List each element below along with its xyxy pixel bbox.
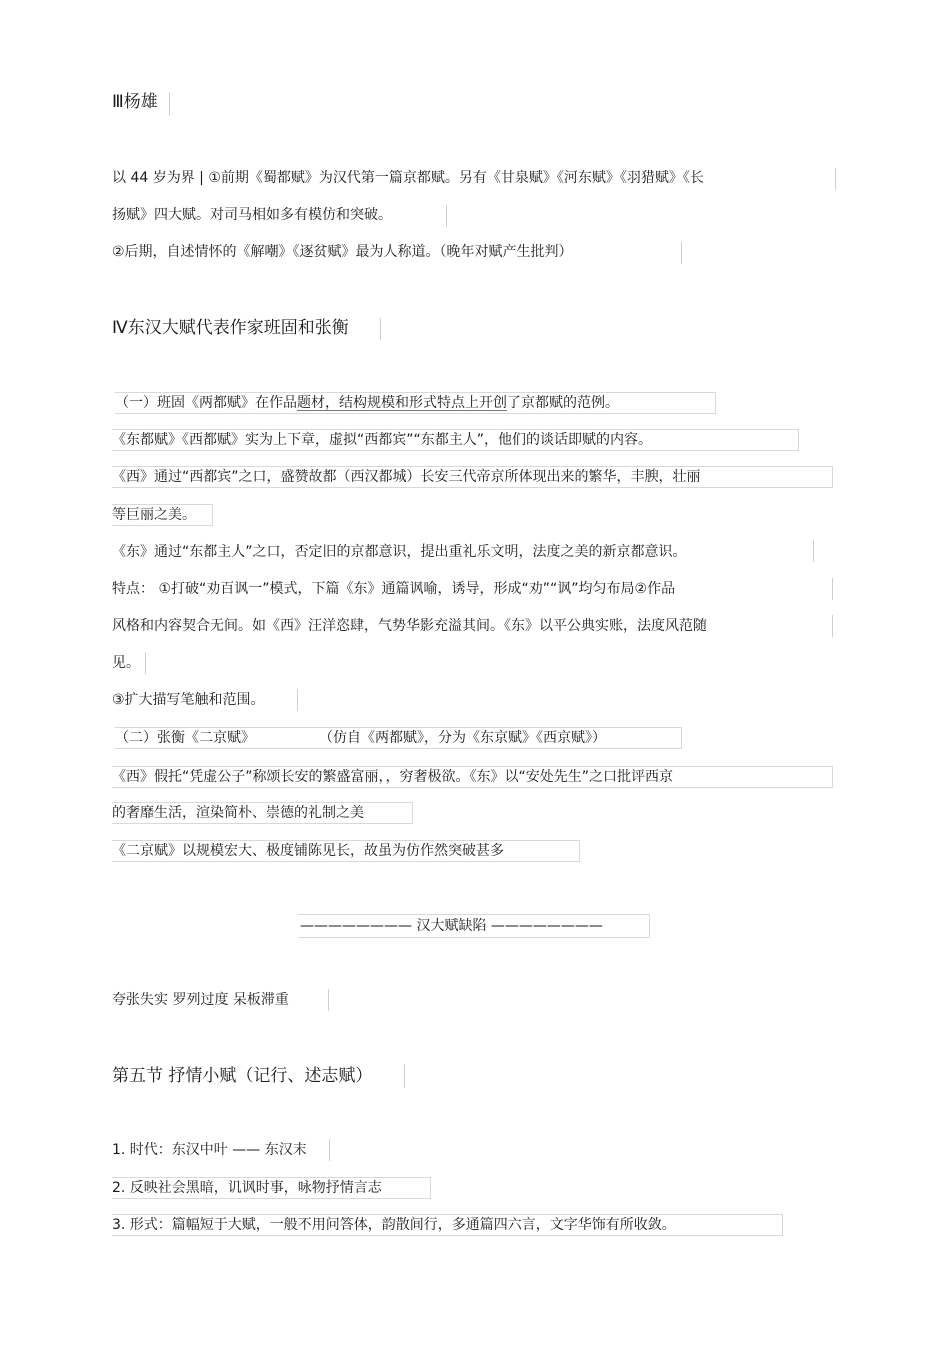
paragraph-line [115, 393, 619, 413]
list-item: 3. 形式：篇幅短于大赋，一般不用问答体，韵散间行，多通篇四六言，文字华饰有所收敛。 [112, 1217, 676, 1233]
paragraph-line: 风格和内容契合无间。如《西》汪洋恣肆，气势华影充溢其间。《东》以平公典实账，法度风范随 [112, 618, 707, 634]
text-cursor-bar [297, 689, 298, 711]
line-part: （二）张衡《二京赋》 [115, 730, 255, 746]
paragraph-line: ②后期，自述情怀的《解嘲》《逐贫赋》最为人称道。（晚年对赋产生批判） [112, 244, 573, 260]
paragraph-line: 见。 [112, 655, 140, 671]
text-cursor-bar [145, 652, 146, 674]
text-cursor-bar [835, 168, 836, 190]
text-cursor-bar [813, 540, 814, 562]
paragraph-line: 以 44 岁为界 | ①前期《蜀都赋》为汉代第一篇京都赋。另有《甘泉赋》《河东赋》《羽猎赋》《长 [112, 170, 704, 186]
paragraph-line: ③扩大描写笔触和范围。 [112, 692, 265, 708]
text-cursor-bar [404, 1064, 405, 1088]
defects-heading: ———————— 汉大赋缺陷 ———————— [300, 918, 603, 934]
paragraph-line: 《东》通过“东都主人”之口，否定旧的京都意识，提出重礼乐文明，法度之美的新京都意识。 [112, 544, 687, 560]
line-part: （仿自《两都赋》，分为《东京赋》《西京赋》） [319, 730, 606, 746]
text-cursor-bar [832, 615, 833, 637]
text-cursor-bar [446, 205, 447, 227]
paragraph-line: 《西》假托“凭虚公子”称颂长安的繁盛富丽，，穷奢极欲。《东》以“安处先生”之口批评西京 [112, 769, 674, 785]
line-part: 了京都赋的范例。 [507, 395, 619, 411]
text-cursor-bar [380, 318, 381, 340]
text-cursor-bar [328, 989, 329, 1011]
section-heading-yang-xiong: Ⅲ杨雄 [112, 92, 158, 112]
section-heading-lyric-fu: 第五节 抒情小赋（记行、述志赋） [112, 1066, 373, 1086]
paragraph-line: 等巨丽之美。 [112, 507, 196, 523]
defects-items: 夸张失实 罗列过度 呆板滞重 [112, 992, 289, 1008]
list-item: 1. 时代：东汉中叶 —— 东汉末 [112, 1142, 307, 1158]
section-heading-ban-gu-zhang-heng: Ⅳ东汉大赋代表作家班固和张衡 [112, 318, 349, 338]
paragraph-line: 扬赋》四大赋。对司马相如多有模仿和突破。 [112, 207, 392, 223]
text-cursor-bar [169, 92, 170, 116]
underlined-phrase: 题材，结构规模和形式特点上开创 [297, 395, 507, 411]
text-cursor-bar [681, 242, 682, 264]
list-item: 2. 反映社会黑暗，讥讽时事，咏物抒情言志 [112, 1180, 382, 1196]
paragraph-line: 《东都赋》《西都赋》实为上下章，虚拟“西都宾”“东都主人”，他们的谈话即赋的内容。 [112, 432, 653, 448]
text-cursor-bar [832, 578, 833, 600]
paragraph-line: 《二京赋》以规模宏大、极度铺陈见长，故虽为仿作然突破甚多 [112, 843, 504, 859]
paragraph-line: 的奢靡生活，渲染简朴、崇德的礼制之美 [112, 805, 364, 821]
paragraph-line: 《西》通过“西都宾”之口，盛赞故都（西汉都城）长安三代帝京所体现出来的繁华，丰腴，壮丽 [112, 469, 701, 485]
text-cursor-bar [329, 1139, 330, 1161]
paragraph-line-zhang-heng [115, 728, 606, 748]
line-part: （一）班固《两都赋》在作品 [115, 395, 297, 411]
paragraph-line: 特点： ①打破“劝百讽一”模式，下篇《东》通篇讽喻，诱导，形成“劝”“讽”均匀布局②作品 [112, 581, 676, 597]
